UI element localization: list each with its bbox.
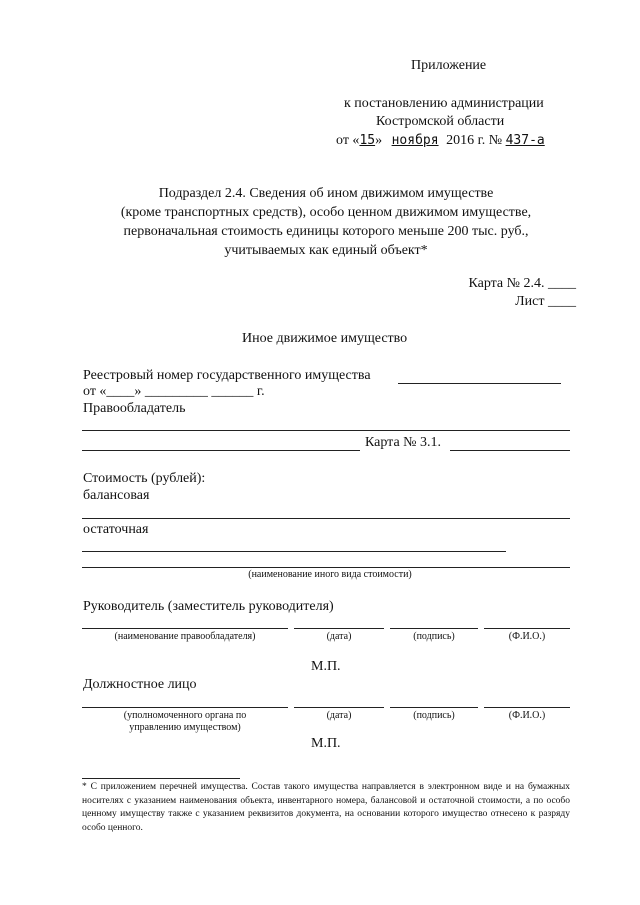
- card-3-1-label: Карта № 3.1.: [365, 435, 442, 450]
- head-signature-title: Руководитель (заместитель руководителя): [83, 599, 334, 614]
- other-cost-line: [82, 567, 570, 568]
- footnote-separator: [82, 778, 240, 779]
- head-fio-caption: (Ф.И.О.): [508, 631, 546, 642]
- date-close: »: [375, 133, 383, 148]
- balance-cost-label: балансовая: [83, 488, 150, 503]
- residual-cost-line: [82, 551, 506, 552]
- other-cost-caption: (наименование иного вида стоимости): [248, 569, 412, 580]
- sheet-number: Лист ____: [515, 294, 576, 309]
- cost-title: Стоимость (рублей):: [83, 471, 206, 486]
- resolution-number: 437-а: [505, 133, 545, 148]
- head-fio-line: [484, 628, 570, 629]
- title-line-4: учитываемых как единый объект*: [224, 243, 428, 258]
- section-title: Иное движимое имущество: [242, 331, 408, 346]
- head-stamp-place: М.П.: [311, 659, 341, 674]
- head-sign-caption: (подпись): [413, 631, 455, 642]
- footnote-text: * С приложением перечней имущества. Состав такого имущества направляется в электронном виде и на бумажных носителях с указанием наименования объекта, инвентарного номера, балансовой и остаточной стоимости, а по особо ценному имуществу также с указанием реквизитов документа, на основании которого имущество отнесено к разряду особо ценного.: [82, 782, 570, 833]
- resolution-line-1: к постановлению администрации: [344, 96, 544, 111]
- official-stamp-place: М.П.: [311, 736, 341, 751]
- resolution-line-2: Костромской области: [376, 114, 505, 129]
- title-line-3: первоначальная стоимость единицы которого меньше 200 тыс. руб.,: [123, 224, 529, 239]
- date-day: 15: [359, 133, 376, 148]
- official-org-caption-line-2: управлению имуществом): [129, 722, 241, 733]
- head-date-caption: (дата): [326, 631, 352, 642]
- title-line-2: (кроме транспортных средств), особо ценном движимом имуществе,: [120, 205, 532, 220]
- official-org-line: [82, 707, 288, 708]
- head-sign-line: [390, 628, 478, 629]
- official-date-line: [294, 707, 384, 708]
- official-sign-line: [390, 707, 478, 708]
- head-date-line: [294, 628, 384, 629]
- card-number: Карта № 2.4. ____: [468, 276, 576, 291]
- head-owner-caption: (наименование правообладателя): [114, 631, 256, 642]
- document-title: [80, 184, 572, 260]
- residual-cost-label: остаточная: [83, 522, 149, 537]
- owner-line-1: [82, 430, 570, 431]
- owner-label: Правообладатель: [83, 401, 186, 416]
- resolution-date: [336, 133, 545, 149]
- head-owner-line: [82, 628, 288, 629]
- registry-date: от «____» _________ ______ г.: [83, 384, 265, 399]
- official-sign-caption: (подпись): [413, 710, 455, 721]
- registry-number-line: [398, 383, 561, 384]
- official-org-caption: [82, 710, 288, 734]
- date-prefix: от «: [336, 133, 360, 148]
- official-signature-title: Должностное лицо: [83, 677, 197, 692]
- date-month: ноября: [391, 133, 439, 148]
- title-line-1: Подраздел 2.4. Сведения об ином движимом имуществе: [158, 186, 494, 201]
- appendix-label: Приложение: [411, 58, 487, 73]
- registry-number-label: Реестровый номер государственного имущества: [83, 368, 371, 383]
- card-3-1-line: [450, 450, 570, 451]
- official-fio-line: [484, 707, 570, 708]
- balance-cost-line: [82, 518, 570, 519]
- date-year: 2016 г. №: [446, 133, 503, 148]
- owner-line-2: [82, 450, 360, 451]
- official-org-caption-line-1: (уполномоченного органа по: [123, 710, 247, 721]
- official-fio-caption: (Ф.И.О.): [508, 710, 546, 721]
- official-date-caption: (дата): [326, 710, 352, 721]
